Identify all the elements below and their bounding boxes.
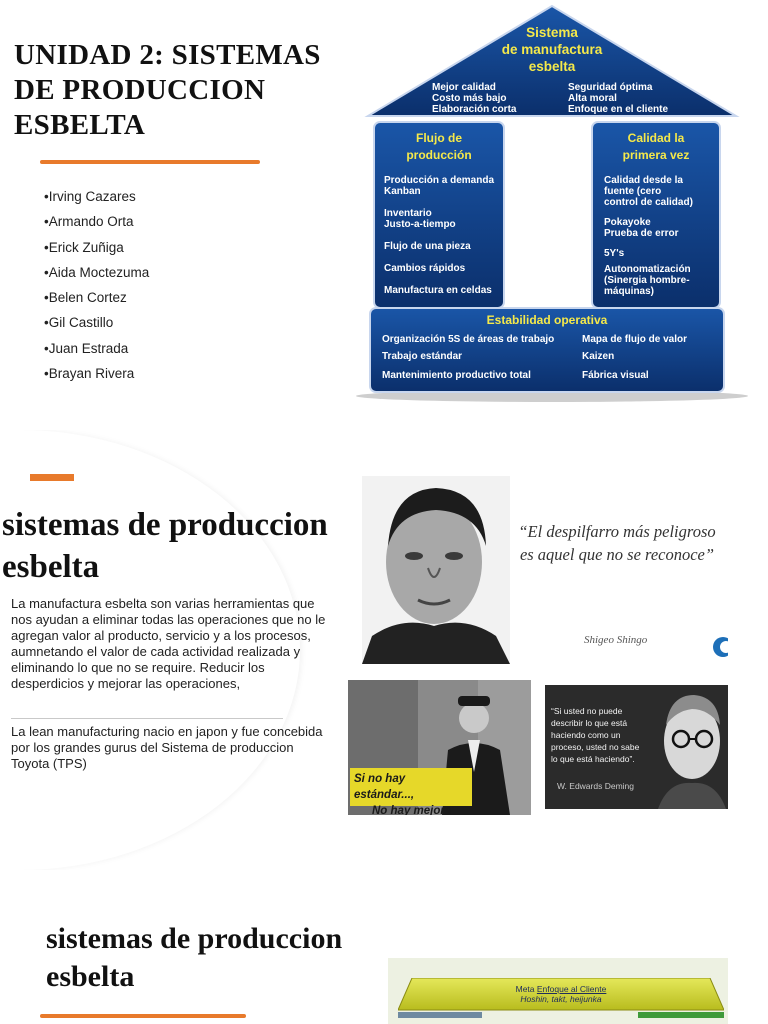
meta-focus-link[interactable]: Enfoque al Cliente bbox=[536, 984, 607, 994]
shingo-quote: “El despilfarro más peligroso es aquel que no se reconoce” bbox=[518, 522, 716, 564]
paragraph-divider bbox=[11, 718, 283, 719]
pillar-item: (Sinergia hombre- bbox=[604, 275, 690, 286]
deming-quote-card bbox=[545, 685, 728, 809]
origin-paragraph: La lean manufacturing nacio en japon y fue concebida por los grandes gurus del Sistema de produccion Toyota (TPS) bbox=[11, 724, 323, 771]
pillar-item: Calidad desde la bbox=[604, 175, 683, 186]
right-pillar-title: Calidad la bbox=[627, 131, 685, 145]
banner-line: No hay mejora bbox=[372, 805, 452, 815]
standard-banner bbox=[350, 768, 472, 815]
list-item: •Gil Castillo bbox=[44, 315, 114, 331]
slide-3-title: sistemas de produccion esbelta bbox=[46, 922, 343, 993]
pillar-item: Prueba de error bbox=[604, 228, 679, 239]
pillar-item: Manufactura en celdas bbox=[384, 285, 492, 296]
meta-label: Meta bbox=[515, 984, 537, 994]
deming-quote: “Si usted no puede describir lo que está haciendo como un proceso, usted no sabe lo que está haciendo”. bbox=[551, 706, 640, 764]
slide-2-title: sistemas de produccion esbelta bbox=[2, 507, 328, 585]
deming-name: W. Edwards Deming bbox=[557, 781, 634, 791]
foundation-item: Kaizen bbox=[582, 351, 615, 362]
pillar-item: Kanban bbox=[384, 186, 421, 197]
slide-2 bbox=[0, 430, 768, 870]
foundation-item: Trabajo estándar bbox=[382, 351, 463, 362]
foundation-item: Organización 5S de áreas de trabajo bbox=[382, 334, 555, 345]
pillar-item: Producción a demanda bbox=[384, 175, 495, 186]
slide-3 bbox=[0, 880, 768, 1024]
roof-benefit: Enfoque en el cliente bbox=[568, 104, 669, 115]
list-item: •Juan Estrada bbox=[44, 340, 129, 356]
list-item: •Aida Moctezuma bbox=[44, 264, 150, 280]
list-item: •Erick Zuñiga bbox=[44, 239, 124, 255]
pillar-item: Justo-a-tiempo bbox=[384, 219, 456, 230]
roof-benefit: Costo más bajo bbox=[432, 93, 507, 104]
foundation-item: Mapa de flujo de valor bbox=[582, 334, 688, 345]
pillar-item: Pokayoke bbox=[604, 217, 651, 228]
pillar-item: máquinas) bbox=[604, 286, 655, 297]
slide-1 bbox=[0, 0, 768, 420]
logo-icon bbox=[712, 636, 728, 658]
banner-line: Si no hay estándar..., bbox=[354, 773, 415, 801]
pillar-item: Autonomatización bbox=[604, 264, 691, 275]
left-pillar-title: producción bbox=[406, 148, 472, 162]
roof-title-line: de manufactura bbox=[501, 42, 603, 57]
roof-benefit: Seguridad óptima bbox=[568, 82, 653, 93]
pillar-item: Flujo de una pieza bbox=[384, 241, 471, 252]
meta-text bbox=[398, 984, 724, 1004]
roof-benefit: Elaboración corta bbox=[432, 104, 517, 115]
meta-tools: Hoshin, takt, heijunka bbox=[520, 994, 602, 1004]
slide-1-title: UNIDAD 2: SISTEMAS DE PRODUCCION ESBELTA bbox=[14, 39, 321, 141]
foundation-item: Mantenimiento productivo total bbox=[382, 370, 531, 381]
standard-photo-card bbox=[348, 680, 531, 815]
pillar-item: Cambios rápidos bbox=[384, 263, 466, 274]
team-member-list bbox=[44, 184, 149, 386]
lean-house-diagram bbox=[352, 4, 752, 404]
foundation-item: Fábrica visual bbox=[582, 370, 649, 381]
list-item: •Armando Orta bbox=[44, 214, 134, 230]
title-underline bbox=[40, 1014, 246, 1018]
list-item: •Belen Cortez bbox=[44, 290, 127, 306]
roof-benefit: Mejor calidad bbox=[432, 82, 496, 93]
title-accent-bar bbox=[30, 474, 74, 481]
pillar-item: Inventario bbox=[384, 208, 432, 219]
roof-benefit: Alta moral bbox=[568, 93, 617, 104]
pillar-item: control de calidad) bbox=[604, 197, 693, 208]
shingo-portrait bbox=[362, 476, 510, 664]
left-pillar-title: Flujo de bbox=[416, 131, 462, 145]
definition-paragraph: La manufactura esbelta son varias herramientas que nos ayudan a eliminar todas las operaciones que no le agregan valor al producto, servicio y a los procesos, aumnetando el valor de cada actividad realizada y eliminando lo que no se require. Reducir los desperdicios y mejorar las operaciones, bbox=[11, 596, 326, 691]
foundation-title: Estabilidad operativa bbox=[486, 313, 608, 327]
pillar-item: 5Y's bbox=[604, 248, 625, 259]
list-item: •Brayan Rivera bbox=[44, 366, 135, 382]
shingo-signature: Shigeo Shingo bbox=[584, 634, 648, 646]
roof-title-line: Sistema bbox=[526, 25, 578, 40]
list-item: •Irving Cazares bbox=[44, 189, 136, 204]
title-underline bbox=[40, 160, 260, 164]
roof-title-line: esbelta bbox=[528, 59, 576, 74]
shingo-quote-card bbox=[362, 476, 728, 664]
pillar-item: fuente (cero bbox=[604, 186, 662, 197]
right-pillar-title: primera vez bbox=[622, 148, 690, 162]
deming-portrait bbox=[648, 685, 728, 809]
